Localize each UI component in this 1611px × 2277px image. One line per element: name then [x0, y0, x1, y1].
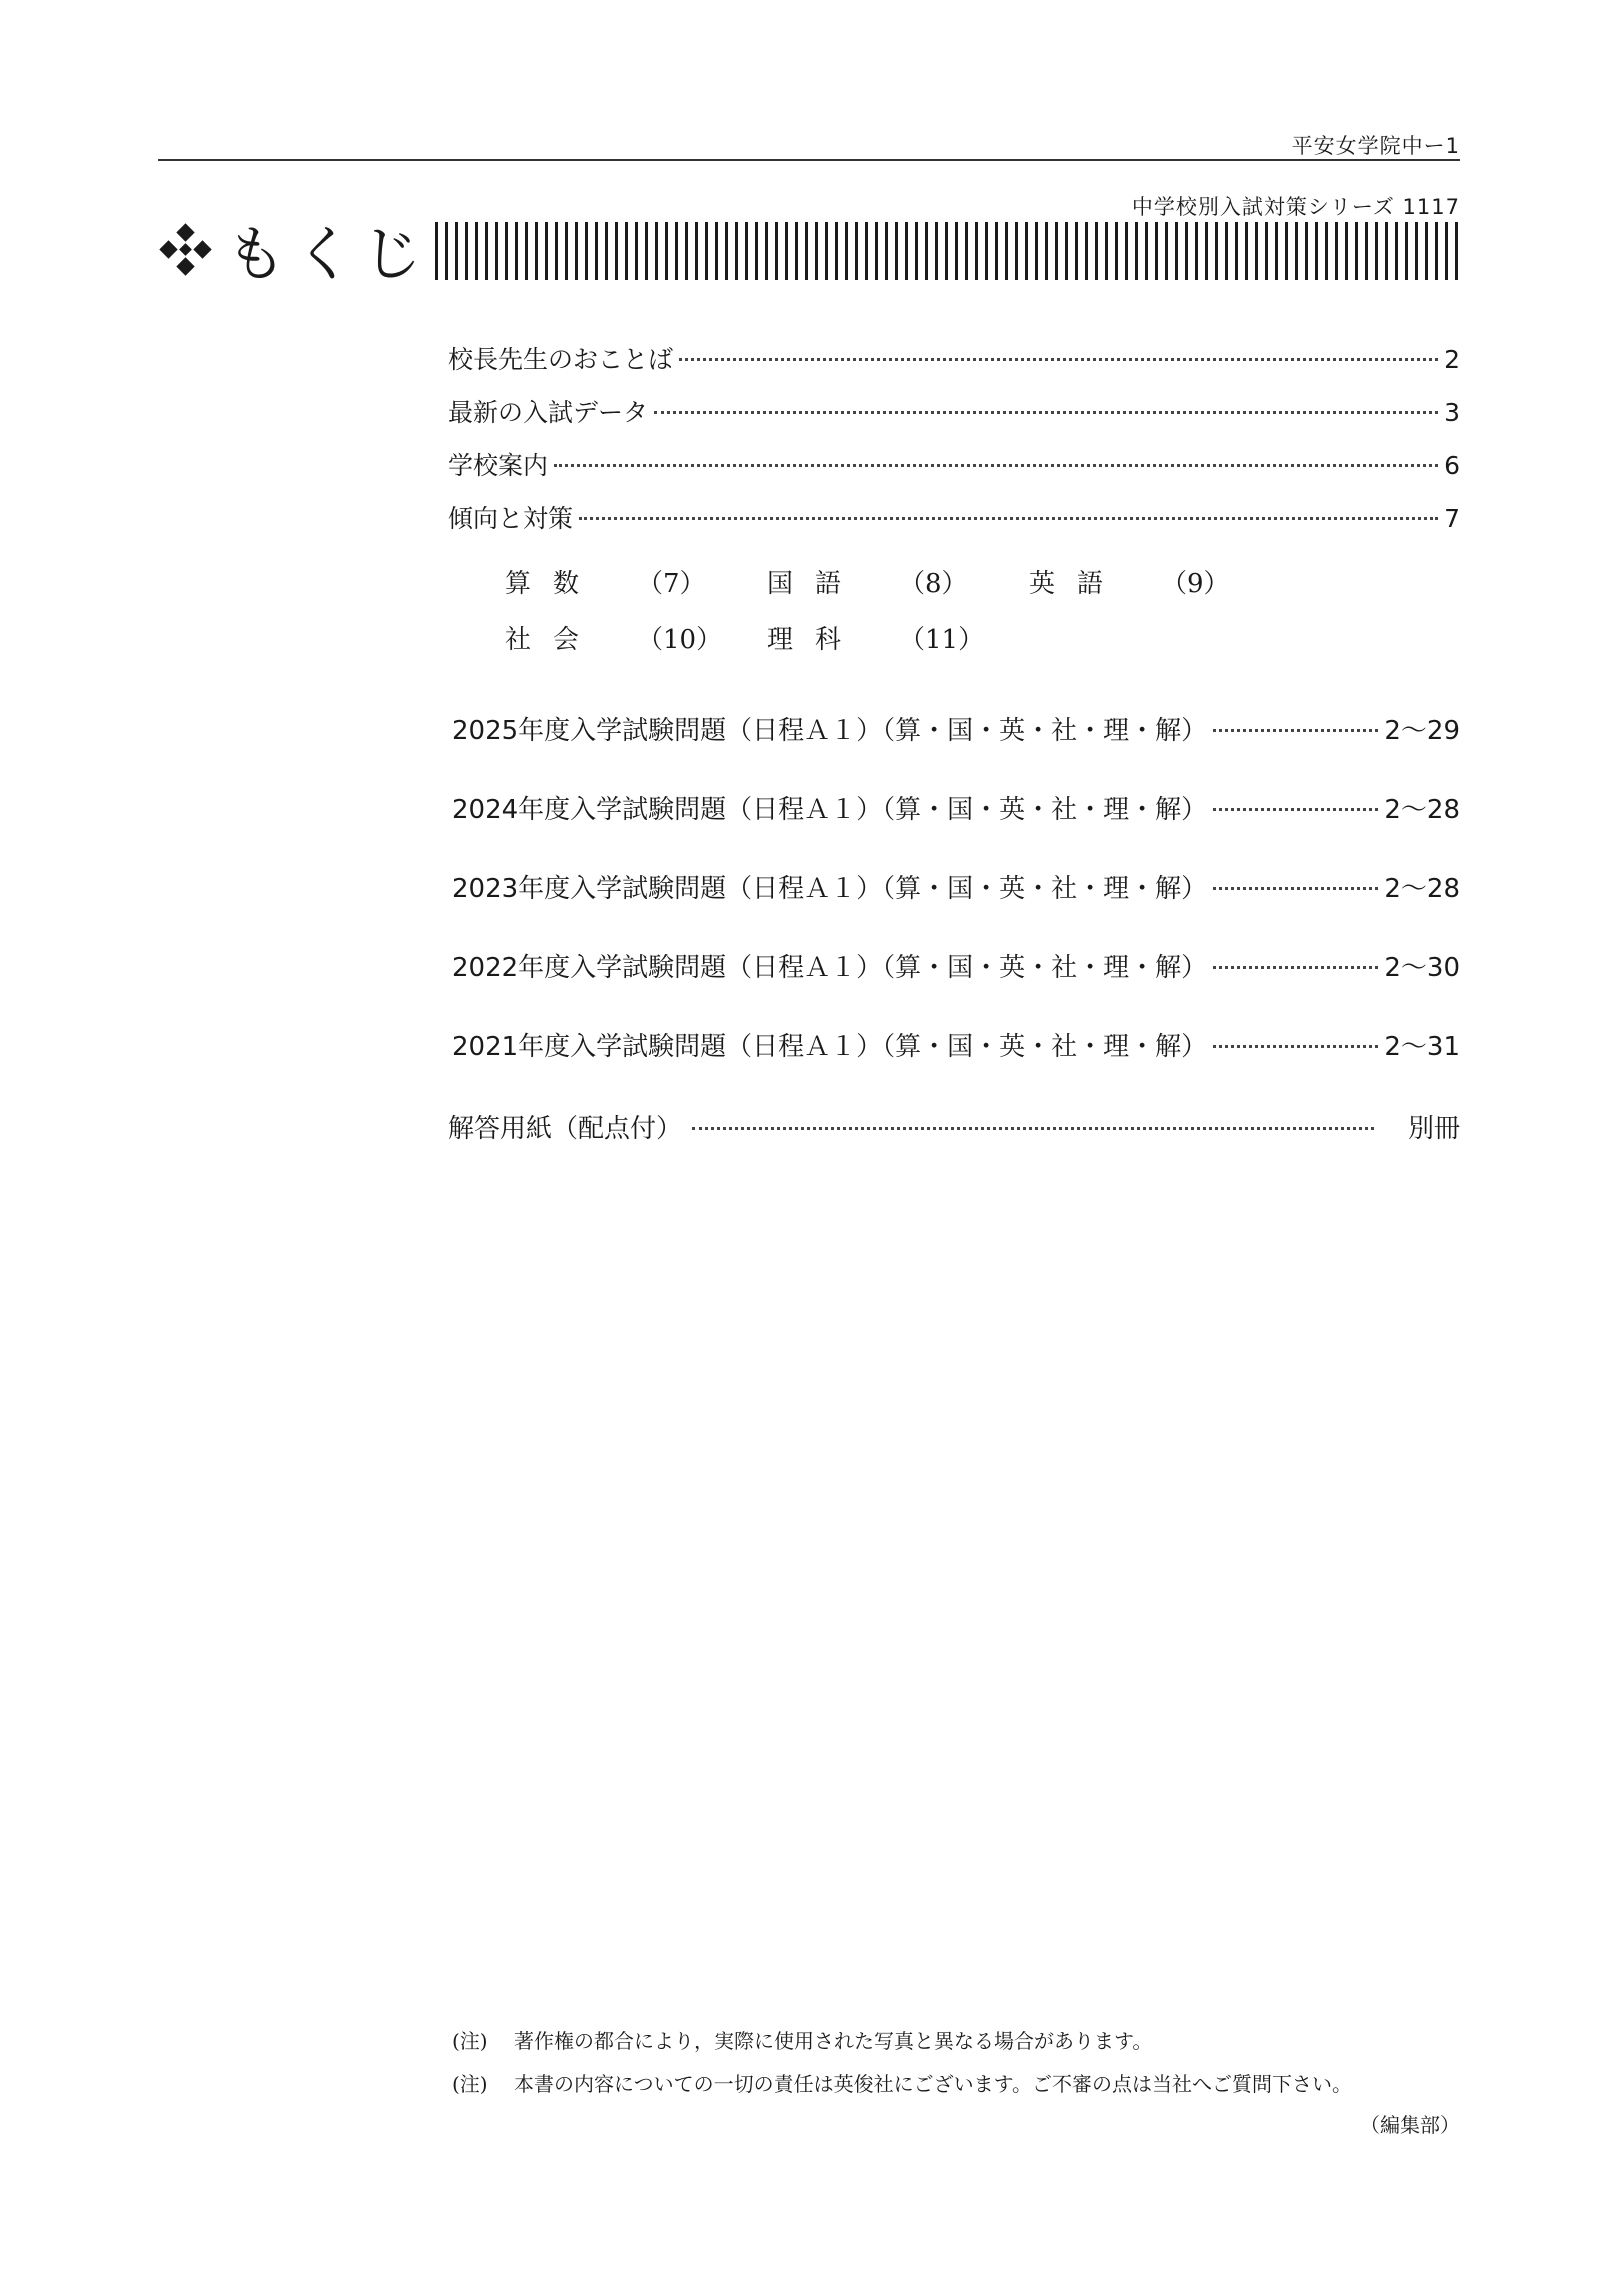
toc-item-page: 3 — [1444, 398, 1460, 427]
dot-leader — [1213, 966, 1378, 969]
toc-item-label: 最新の入試データ — [448, 398, 649, 427]
toc-item-label: 傾向と対策 — [448, 504, 574, 533]
toc-item[interactable] — [448, 393, 1460, 446]
dot-leader — [579, 517, 1438, 520]
toc-item-label: 学校案内 — [448, 451, 549, 480]
dot-leader — [654, 411, 1438, 414]
toc-item-label: 校長先生のおことば — [448, 345, 674, 374]
subject-page: （11） — [899, 624, 985, 655]
answer-sheet-page: 別冊 — [1407, 1114, 1460, 1144]
subject-page: （9） — [1161, 568, 1230, 599]
subject-item[interactable] — [1029, 563, 1291, 600]
footnote-tag: (注) — [452, 2029, 488, 2053]
exam-item[interactable] — [452, 710, 1460, 789]
title-block — [158, 215, 430, 290]
subject-name: 算数 — [505, 568, 602, 599]
toc-item-page: 2 — [1444, 345, 1460, 374]
toc-item[interactable] — [448, 446, 1460, 499]
subject-page: （8） — [899, 568, 968, 599]
footnote-text: 著作権の都合により，実際に使用された写真と異なる場合があります。 — [514, 2029, 1153, 2053]
subject-name: 理科 — [767, 624, 864, 655]
running-head: 平安女学院中ー1 — [1291, 134, 1460, 158]
answer-sheet-label: 解答用紙（配点付） — [448, 1114, 683, 1144]
title-bar-decoration — [435, 222, 1460, 280]
exam-label: 2021年度入学試験問題（日程Ａ１）（算・国・英・社・理・解） — [452, 1032, 1208, 1062]
subject-page: （10） — [637, 624, 723, 655]
footnote-text: 本書の内容についての一切の責任は英俊社にございます。ご不審の点は当社へご質問下さい。 — [514, 2072, 1352, 2096]
exam-label: 2023年度入学試験問題（日程Ａ１）（算・国・英・社・理・解） — [452, 874, 1208, 904]
subject-name: 社会 — [505, 624, 602, 655]
toc-item-page: 6 — [1444, 451, 1460, 480]
dot-leader — [692, 1127, 1374, 1130]
toc-list — [448, 340, 1460, 552]
toc-item[interactable] — [448, 340, 1460, 393]
footnote-tag: (注) — [452, 2072, 488, 2096]
footnotes — [452, 2018, 1460, 2147]
subject-item[interactable] — [767, 619, 1029, 656]
dot-leader — [554, 464, 1438, 467]
exam-pages: 2〜31 — [1384, 1032, 1460, 1062]
exam-label: 2025年度入学試験問題（日程Ａ１）（算・国・英・社・理・解） — [452, 716, 1208, 746]
exam-item[interactable] — [452, 947, 1460, 1026]
footnote — [452, 2018, 1460, 2061]
answer-sheet-item[interactable] — [448, 1108, 1460, 1145]
dot-leader — [1213, 729, 1378, 732]
footnote — [452, 2061, 1460, 2104]
toc-item-page: 7 — [1444, 504, 1460, 533]
diamond-cluster-icon — [158, 222, 214, 278]
dot-leader — [1213, 808, 1378, 811]
subject-name: 国語 — [767, 568, 864, 599]
page-title: もくじ — [226, 220, 430, 290]
exam-label: 2022年度入学試験問題（日程Ａ１）（算・国・英・社・理・解） — [452, 953, 1208, 983]
dot-leader — [679, 358, 1438, 361]
exam-pages: 2〜30 — [1384, 953, 1460, 983]
exam-pages: 2〜28 — [1384, 795, 1460, 825]
exam-list — [452, 710, 1460, 1105]
series-label: 中学校別入試対策シリーズ 1117 — [1131, 195, 1460, 219]
editor-credit: （編集部） — [1360, 2113, 1460, 2137]
subject-list — [505, 553, 1291, 665]
exam-pages: 2〜28 — [1384, 874, 1460, 904]
subject-item[interactable] — [505, 619, 767, 656]
dot-leader — [1213, 1045, 1378, 1048]
exam-pages: 2〜29 — [1384, 716, 1460, 746]
exam-item[interactable] — [452, 868, 1460, 947]
dot-leader — [1213, 887, 1378, 890]
subject-name: 英語 — [1029, 568, 1126, 599]
header-rule — [158, 159, 1460, 161]
exam-item[interactable] — [452, 789, 1460, 868]
subject-item[interactable] — [767, 563, 1029, 600]
subject-page: （7） — [637, 568, 706, 599]
toc-item[interactable] — [448, 499, 1460, 552]
subject-item[interactable] — [505, 563, 767, 600]
exam-label: 2024年度入学試験問題（日程Ａ１）（算・国・英・社・理・解） — [452, 795, 1208, 825]
exam-item[interactable] — [452, 1026, 1460, 1105]
